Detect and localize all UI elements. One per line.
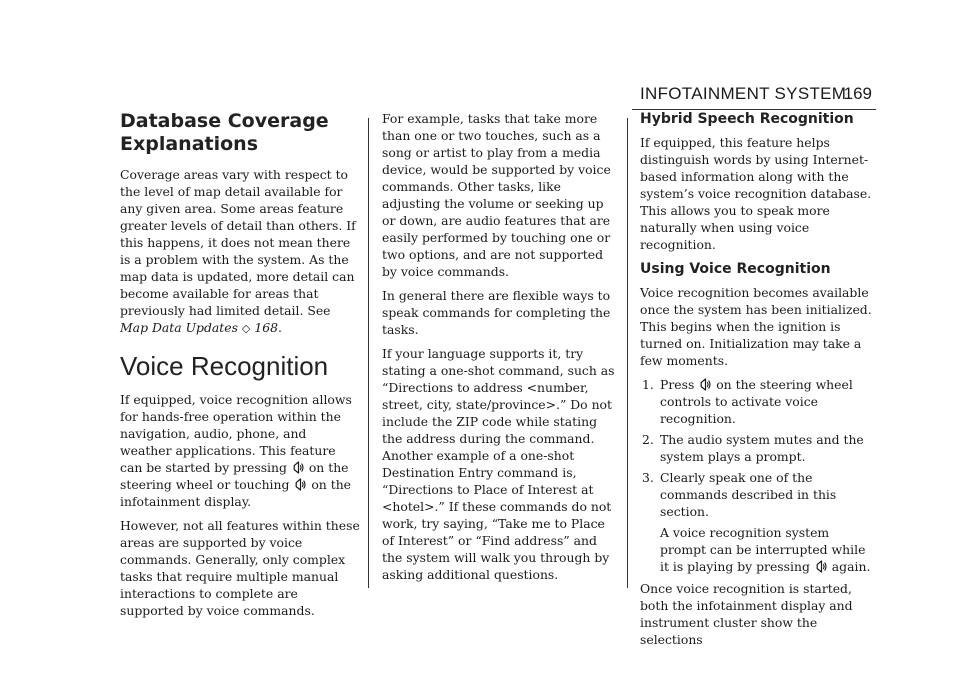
step-text: Clearly speak one of the commands described in this section. [660,470,837,519]
voice-intro-text-b: on the steering wheel or touching [120,460,349,492]
column-2 [382,110,617,590]
step-number: 3. [642,470,654,485]
page-header [632,80,876,110]
step-number: 1. [642,377,654,392]
steps-list [640,376,875,575]
list-item [640,376,875,427]
hybrid-speech-paragraph: If equipped, this feature helps distinguish words by using Internet-based information along with the system’s voice recognition database. This allows you to speak more naturally when using voice recognition. [640,135,872,252]
coverage-text: Coverage areas vary with respect to the level of map detail available for any given area. Some areas feature greater levels of detail than others. If this happens, it does not mean there is a problem with the system. As the map data is updated, more detail can become available for areas that previously had limited detail. See [120,167,356,318]
map-data-updates-link[interactable]: Map Data Updates [120,320,238,335]
list-item [640,431,875,465]
page-number: 169 [843,84,872,103]
database-coverage-heading: Database Coverage Explanations [120,110,329,155]
step-note-text-b: again. [831,559,871,574]
section-title: INFOTAINMENT SYSTEM [640,84,847,103]
step-text-b: on the steering wheel controls to activate voice recognition. [660,377,853,426]
voice-recognition-icon [292,461,304,474]
step-text-a: Press [660,377,695,392]
column-1 [120,110,360,626]
voice-recognition-icon [294,478,306,491]
hybrid-speech-heading: Hybrid Speech Recognition [640,111,854,127]
initialization-paragraph: Voice recognition becomes available once the system has been initialized. This begins when the ignition is turned on. Initialization may take a few moments. [640,285,872,368]
list-item [640,469,875,575]
map-data-updates-page[interactable]: 168 [254,320,278,335]
example-tasks-paragraph: For example, tasks that take more than one or two touches, such as a song or artist to play from a media device, would be supported by voice commands. Other tasks, like adjusting the volume or seeking up or down, are audio features that are easily performed by touching one or two options, and are not supported by voice commands. [382,111,611,279]
using-voice-recognition-heading: Using Voice Recognition [640,261,831,277]
step-text: The audio system mutes and the system plays a prompt. [660,432,864,464]
voice-intro-paragraph [120,391,360,510]
step-number: 2. [642,432,654,447]
column-divider-1 [368,118,369,588]
voice-recognition-icon [699,378,711,391]
flexible-commands-paragraph: In general there are flexible ways to speak commands for completing the tasks. [382,288,611,337]
column-3 [640,110,875,655]
step-note [660,524,875,575]
selections-paragraph: Once voice recognition is started, both the infotainment display and instrument cluster show the selections [640,581,853,647]
voice-recognition-icon [815,560,827,573]
page-reference-icon: ◇ [241,322,251,335]
voice-limitations-paragraph: However, not all features within these areas are supported by voice commands. Generally, only complex tasks that require multiple manual interactions to complete are supported by voice commands. [120,518,360,618]
voice-intro-text-c: on the infotainment display. [120,477,352,509]
coverage-paragraph: Coverage areas vary with respect to the level of map detail available for any given area. Some areas feature greater levels of detail than others. If this happens, it does not mean there is a problem with the system. As the map data is updated, more detail can become available for areas that previously had limited detail. See Map Data Updates ◇ 168. [120,167,356,335]
voice-intro-text-a: If equipped, voice recognition allows for hands-free operation within the navigation, audio, phone, and weather applications. This feature can be started by pressing [120,392,352,475]
step-note-text-a: A voice recognition system prompt can be interrupted while it is playing by pressing [660,525,866,574]
column-divider-2 [627,118,628,588]
one-shot-command-paragraph: If your language supports it, try stating a one-shot command, such as “Directions to address <number, street, city, state/province>.” Do not include the ZIP code while stating the address during the command. Another example of a one-shot Destination Entry command is, “Directions to Place of Interest at <hotel>.” If these commands do not work, try saying, “Take me to Place of Interest” or “Find address” and the system will walk you through by asking additional questions. [382,346,615,582]
voice-recognition-heading: Voice Recognition [120,351,329,381]
